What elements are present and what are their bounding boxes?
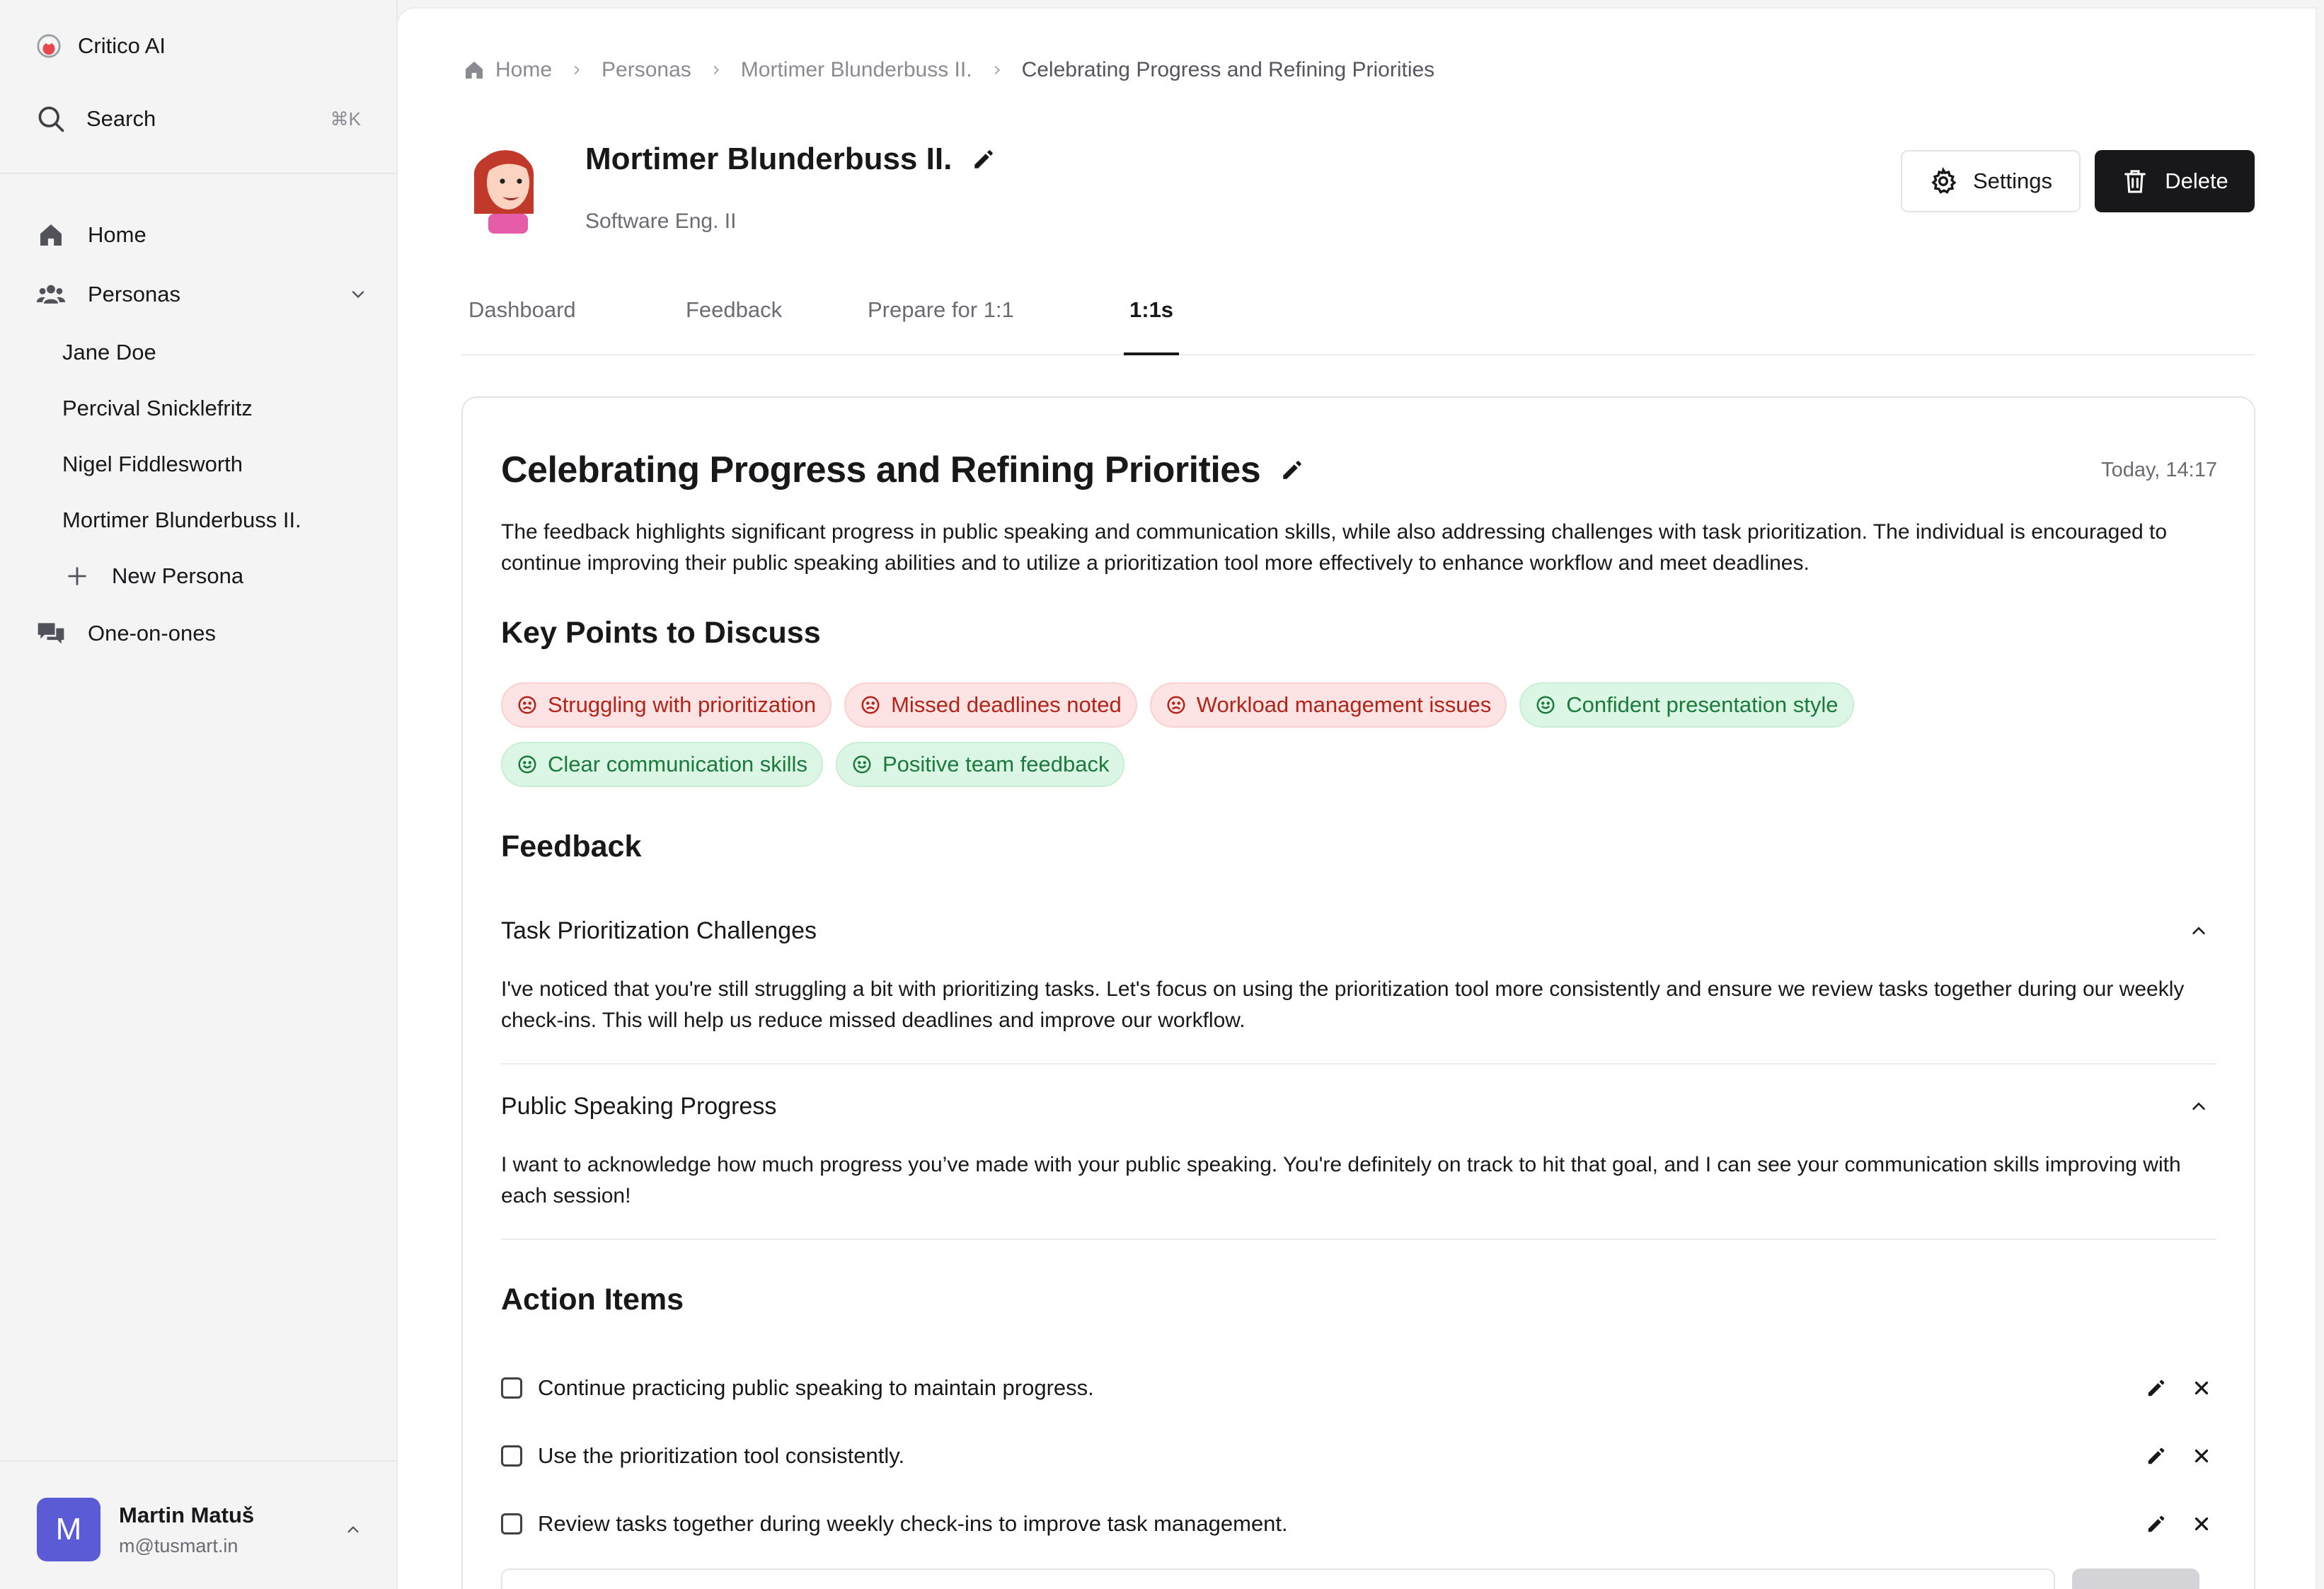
- smile-face-icon: [517, 754, 538, 775]
- chat-icon: [35, 618, 67, 649]
- action-items-heading: Action Items: [501, 1283, 684, 1316]
- tab-label: Feedback: [686, 297, 783, 322]
- feedback-accordion-item: [501, 1093, 2216, 1240]
- tab-one-on-ones[interactable]: [1129, 297, 1173, 354]
- action-item-checkbox[interactable]: [501, 1445, 522, 1467]
- persona-name: [585, 142, 996, 177]
- close-icon[interactable]: [2191, 1377, 2212, 1399]
- meeting-time: Today, 14:17: [2101, 459, 2217, 481]
- action-item: [501, 1506, 2216, 1542]
- sidebar-item-label: Personas: [88, 282, 180, 306]
- add-action-item-button[interactable]: [2072, 1568, 2199, 1589]
- user-name: Martin Matuš: [119, 1502, 255, 1527]
- sidebar-persona-label: Jane Doe: [62, 339, 156, 365]
- sidebar-footer-divider: [0, 1460, 396, 1462]
- sad-face-icon: [860, 694, 881, 716]
- sidebar-item-home[interactable]: [35, 205, 368, 265]
- breadcrumb-persona[interactable]: Mortimer Blunderbuss II.: [740, 58, 972, 81]
- key-point-chip: [1519, 682, 1853, 728]
- search-icon: [35, 103, 67, 134]
- delete-label: Delete: [2165, 168, 2228, 193]
- chevron-up-icon: [344, 1520, 362, 1539]
- tab-feedback[interactable]: [686, 297, 782, 354]
- close-icon[interactable]: [2191, 1513, 2212, 1534]
- key-point-chip: [501, 742, 823, 787]
- sidebar-persona-item[interactable]: [35, 492, 368, 548]
- persona-role: Software Eng. II: [585, 210, 737, 233]
- meeting-card: [461, 396, 2255, 1589]
- edit-icon[interactable]: [2146, 1445, 2167, 1467]
- sidebar-persona-label: Mortimer Blunderbuss II.: [62, 507, 301, 532]
- smile-face-icon: [851, 754, 873, 775]
- breadcrumb: [463, 58, 1434, 82]
- app-logo-icon: [35, 33, 62, 59]
- smile-face-icon: [1535, 694, 1556, 716]
- action-item-text: Use the prioritization tool consistently.: [538, 1443, 905, 1468]
- settings-button[interactable]: [1901, 150, 2081, 212]
- trash-icon: [2121, 167, 2149, 195]
- key-point-label: Positive team feedback: [882, 752, 1110, 776]
- sidebar-item-one-on-ones[interactable]: [35, 604, 368, 663]
- user-email: m@tusmart.in: [119, 1534, 238, 1556]
- sad-face-icon: [1166, 694, 1187, 716]
- sidebar-persona-item[interactable]: [35, 324, 368, 380]
- action-item-checkbox[interactable]: [501, 1377, 522, 1399]
- sidebar: [0, 0, 398, 1589]
- meeting-summary: The feedback highlights significant progress in public speaking and communication skills, while also addressing challenges with task prioritization. The individual is encouraged to continue improving their public speaking abilities and to utilize a prioritization tool more effectively to enhance workflow and meet deadlines.: [501, 520, 2168, 575]
- search-label: Search: [86, 106, 156, 131]
- edit-name-icon[interactable]: [972, 147, 996, 171]
- key-point-chip: [844, 682, 1137, 728]
- persona-avatar: [468, 134, 539, 234]
- feedback-accordion-item: [501, 917, 2216, 1065]
- chevron-right-icon: [708, 62, 724, 78]
- key-point-label: Missed deadlines noted: [891, 692, 1122, 717]
- gear-icon: [1929, 167, 1957, 195]
- brand[interactable]: [35, 33, 166, 59]
- tab-label: Prepare for 1:1: [868, 297, 1014, 322]
- home-icon: [463, 59, 485, 81]
- active-tab-indicator: [1124, 352, 1179, 355]
- edit-icon[interactable]: [2146, 1513, 2167, 1534]
- key-points-heading: Key Points to Discuss: [501, 616, 821, 650]
- sidebar-persona-label: Percival Snicklefritz: [62, 395, 253, 420]
- sidebar-item-personas[interactable]: [35, 265, 368, 324]
- key-point-chip: [1150, 682, 1507, 728]
- tab-label: Dashboard: [468, 297, 576, 322]
- key-point-chip: [501, 682, 832, 728]
- breadcrumb-home[interactable]: Home: [495, 58, 553, 81]
- feedback-item-title[interactable]: Public Speaking Progress: [501, 1093, 777, 1120]
- new-action-item-input[interactable]: [501, 1568, 2055, 1589]
- key-point-label: Clear communication skills: [548, 752, 807, 776]
- key-point-label: Workload management issues: [1196, 692, 1492, 717]
- close-icon[interactable]: [2191, 1445, 2212, 1467]
- sidebar-divider: [0, 173, 396, 174]
- feedback-item-body: I want to acknowledge how much progress you’ve made with your public speaking. You're definitely on track to hit that goal, and I can see your communication skills improving with each session!: [501, 1153, 2181, 1207]
- delete-button[interactable]: [2095, 150, 2255, 212]
- action-item-checkbox[interactable]: [501, 1513, 522, 1534]
- sidebar-persona-label: Nigel Fiddlesworth: [62, 451, 243, 476]
- feedback-heading: Feedback: [501, 830, 642, 864]
- meeting-title: [501, 449, 1304, 491]
- action-item-text: Review tasks together during weekly check-ins to improve task management.: [538, 1511, 1288, 1536]
- persona-name-text: Mortimer Blunderbuss II.: [585, 142, 953, 176]
- settings-label: Settings: [1972, 168, 2052, 193]
- chevron-down-icon[interactable]: [348, 285, 368, 304]
- search-shortcut: ⌘K: [330, 108, 361, 130]
- action-item: [501, 1370, 2216, 1406]
- breadcrumb-current: Celebrating Progress and Refining Priorities: [1021, 58, 1435, 81]
- edit-title-icon[interactable]: [1280, 458, 1304, 482]
- main-panel: [398, 8, 2316, 1589]
- breadcrumb-personas[interactable]: Personas: [602, 58, 691, 81]
- key-points-list: [501, 682, 2129, 787]
- new-persona-button[interactable]: [35, 548, 368, 604]
- home-icon: [37, 221, 65, 249]
- sidebar-item-label: Home: [88, 222, 146, 247]
- chevron-right-icon: [569, 62, 585, 78]
- search-button[interactable]: [35, 103, 361, 134]
- tab-prepare[interactable]: [868, 297, 1014, 354]
- chevron-up-icon[interactable]: [2188, 1096, 2209, 1117]
- tab-label: 1:1s: [1129, 297, 1174, 322]
- app-name: Critico AI: [78, 33, 166, 58]
- meeting-title-text: Celebrating Progress and Refining Priorities: [501, 449, 1261, 491]
- feedback-item-title[interactable]: Task Prioritization Challenges: [501, 917, 817, 944]
- users-icon: [35, 279, 67, 310]
- sidebar-nav: [35, 205, 368, 663]
- sidebar-item-label: One-on-ones: [88, 621, 216, 646]
- new-persona-label: New Persona: [112, 563, 244, 588]
- edit-icon[interactable]: [2146, 1377, 2167, 1399]
- persona-tabs: [461, 276, 2255, 355]
- feedback-item-body: I've noticed that you're still struggling a bit with prioritizing tasks. Let's focus on using the prioritization tool more consistently and ensure we review tasks together during our weekly check-ins. This will help us reduce missed deadlines and improve our workflow.: [501, 977, 2185, 1032]
- key-point-chip: [836, 742, 1125, 787]
- action-item-text: Continue practicing public speaking to maintain progress.: [538, 1375, 1094, 1400]
- action-item: [501, 1438, 2216, 1474]
- chevron-right-icon: [989, 62, 1005, 78]
- avatar: M: [37, 1498, 100, 1561]
- sidebar-persona-item[interactable]: [35, 436, 368, 492]
- chevron-up-icon[interactable]: [2188, 920, 2209, 941]
- key-point-label: Struggling with prioritization: [548, 692, 817, 717]
- tab-dashboard[interactable]: [468, 297, 576, 354]
- sad-face-icon: [517, 694, 538, 716]
- key-point-label: Confident presentation style: [1566, 692, 1839, 717]
- sidebar-persona-item[interactable]: [35, 380, 368, 436]
- plus-icon: [65, 564, 89, 588]
- user-menu[interactable]: [37, 1498, 362, 1561]
